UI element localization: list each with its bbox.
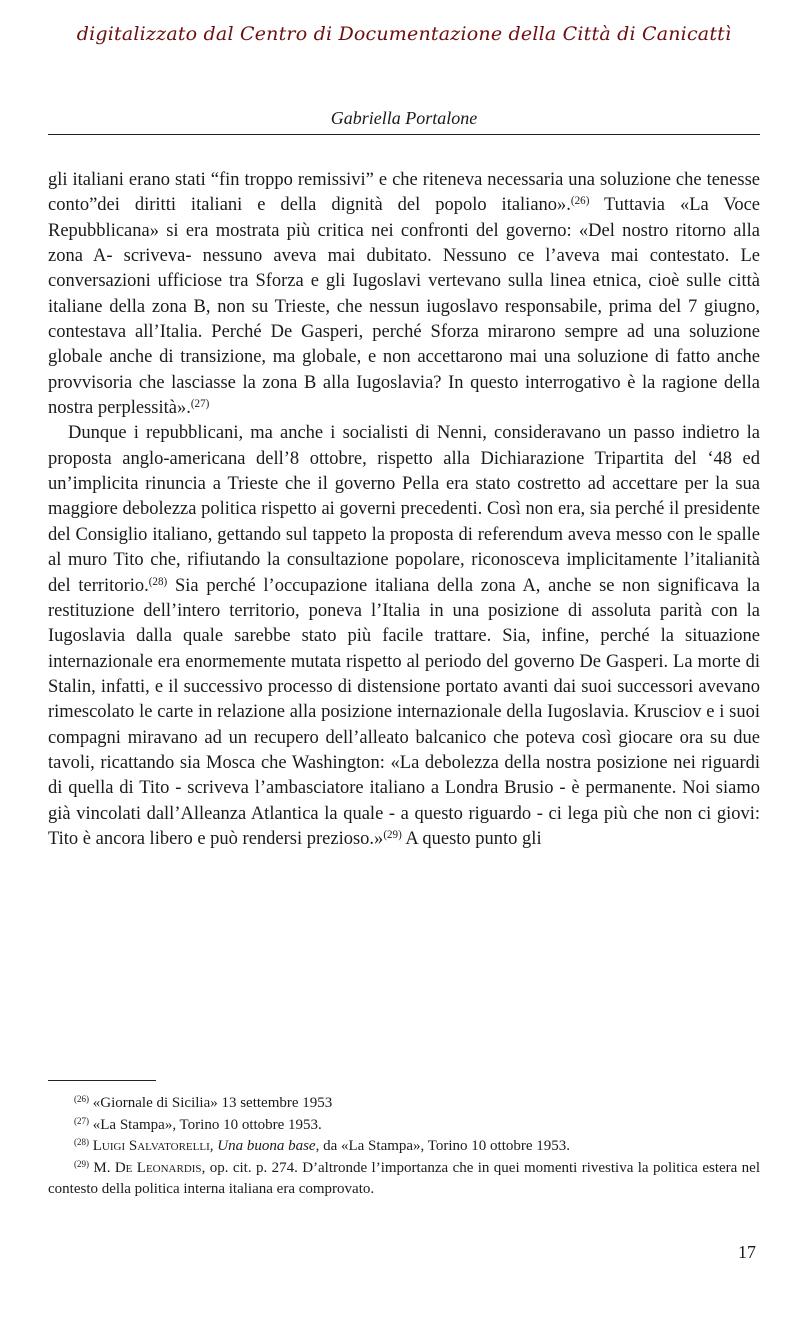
footnote-29 <box>48 1158 760 1201</box>
footnote-title: Una buona base <box>217 1138 316 1154</box>
paragraph-2-text-b: Sia perché l’occupazione italiana della zona A, anche se non significava la restituzione dell’intero territorio, poneva l’Italia in una posizione di assoluta parità con la Iugoslavia dalla quale sarebbe stato più facile trattare. Sia, infine, perché la situazione internazionale era enormemente mutata rispetto al periodo del governo De Gasperi. La morte di Stalin, infatti, e il successivo processo di distensione portato avanti dai suoi successori avevano rimescolato le carte in relazione alla posizione internazionale della Iugoslavia. Krusciov e i suoi compagni miravano ad un recupero dell’alleato balcanico che poteva così giocare ora su due tavoli, ricattando sia Mosca che Washington: «La debolezza della nostra posizione nei riguardi di quella di Tito - scriveva l’ambasciatore italiano a Londra Brusio - è permanente. Noi siamo già vincolati dall’Alleanza Atlantica la quale - a questo riguardo - ci lega più che non ci giovi: Tito è ancora libero e può rendersi prezioso.» <box>48 575 760 849</box>
paragraph-2 <box>48 421 760 852</box>
footnote-rule <box>48 1080 156 1081</box>
footnote-separator: , <box>209 1138 218 1154</box>
footnote-text: , da «La Stampa», Torino 10 ottobre 1953. <box>315 1138 571 1154</box>
footnote-ref-26: (26) <box>570 195 590 208</box>
footnote-ref-29: (29) <box>383 828 402 841</box>
footnote-author: M. De Leonardis <box>89 1159 202 1176</box>
digitization-banner <box>48 10 760 58</box>
footnote-author: Luigi Salvatorelli <box>89 1138 210 1154</box>
body-text <box>48 168 760 852</box>
footnote-ref-28: (28) <box>148 575 168 588</box>
paragraph-1-text-a: gli italiani erano stati “fin troppo remissivi” e che riteneva necessaria una soluzione che tenesse conto”dei diritti italiani e della dignità del popolo italiano». <box>48 170 760 216</box>
footnote-26 <box>48 1093 760 1115</box>
footnote-ref-27: (27) <box>190 398 210 410</box>
footnote-28 <box>48 1136 760 1158</box>
footnote-number: (27) <box>74 1115 89 1126</box>
footnote-text: «Giornale di Sicilia» 13 settembre 1953 <box>89 1095 333 1111</box>
footnotes <box>48 1093 760 1201</box>
paragraph-1 <box>48 168 760 421</box>
header-rule <box>48 134 760 135</box>
footnote-text: «La Stampa», Torino 10 ottobre 1953. <box>89 1116 322 1133</box>
footnote-text: , op. cit. p. 274. D’altronde l’importanza che in quei momenti rivestiva la politica estera nel contesto della politica interna italiana era comprovato. <box>48 1159 760 1197</box>
running-head: Gabriella Portalone <box>330 108 478 128</box>
paragraph-2-text-a: Dunque i repubblicani, ma anche i socialisti di Nenni, consideravano un passo indietro la proposta anglo-americana dell’8 ottobre, rispetto alla Dichiarazione Tripartita del ‘48 ed un’implicita rinuncia a Trieste che il governo Pella era stato costretto ad accettare per la sua maggiore debolezza politica rispetto ai governi precedenti. Così non era, sia perché il presidente del Consiglio italiano, gettando sul tappeto la proposta di referendum aveva messo con le spalle al muro Tito che, rifiutando la consultazione popolare, riconosceva implicitamente l’italianità del territorio. <box>48 423 760 596</box>
footnote-27 <box>48 1115 760 1137</box>
page-number: 17 <box>738 1242 756 1262</box>
footnote-number: (28) <box>74 1137 89 1148</box>
digitization-credit: digitalizzato dal Centro di Documentazione della Città di Canicattì <box>76 23 732 45</box>
paragraph-1-text-b: Tuttavia «La Voce Repubblicana» si era mostrata più critica nei confronti del governo: «Del nostro ritorno alla zona A- scriveva- nessuno aveva mai dubitato. Nessuno ce l’aveva mai contestato. Le conversazioni ufficiose tra Sforza e gli Iugoslavi vertevano sulla linea etnica, cioè sulle città italiane della zona B, non su Trieste, che nessun iugoslavo responsabile, prima del 7 giugno, contestava all’Italia. Perché De Gasperi, perché Sforza mirarono sempre ad una soluzione globale anche di transizione, ma globale, e non accettarono mai una soluzione di fatto anche provvisoria che lasciasse la zona B alla Iugoslavia? In questo interrogativo è la ragione della nostra perplessità». <box>48 195 760 419</box>
footnote-number: (26) <box>74 1094 89 1105</box>
footnote-number: (29) <box>74 1158 89 1169</box>
paragraph-2-text-c: A questo punto gli <box>401 828 542 849</box>
